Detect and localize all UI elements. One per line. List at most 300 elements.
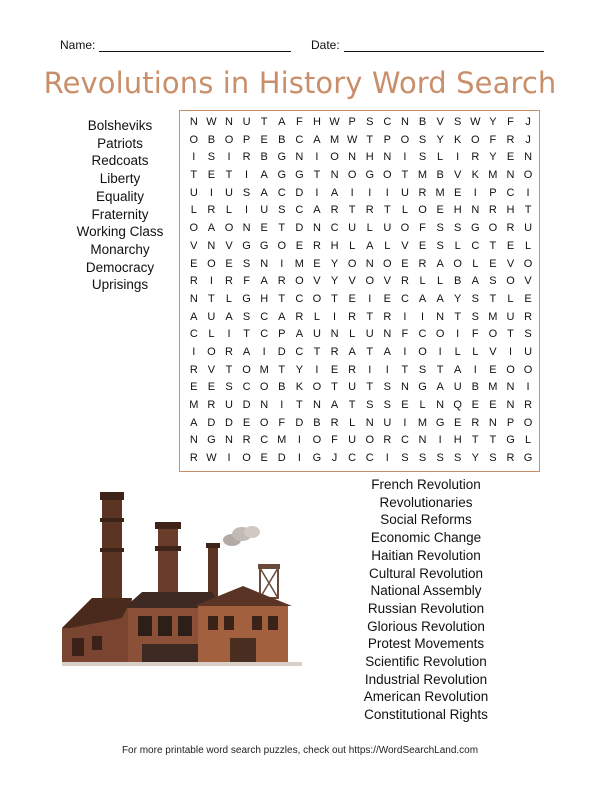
grid-row (185, 132, 539, 150)
grid-cell: T (471, 434, 479, 447)
grid-row (185, 238, 539, 256)
grid-cell: E (401, 399, 409, 411)
grid-cell: O (259, 416, 269, 429)
grid-cell: E (401, 257, 409, 270)
grid-cell: N (383, 328, 392, 341)
grid-cell: O (418, 204, 427, 217)
grid-cell: U (312, 328, 321, 341)
date-field[interactable] (311, 38, 544, 52)
grid-cell: L (525, 434, 532, 447)
grid-cell: R (189, 452, 198, 465)
grid-cell: L (437, 275, 444, 288)
grid-cell: C (260, 328, 269, 341)
grid-row (185, 273, 539, 291)
grid-cell: M (329, 133, 340, 146)
grid-cell: S (418, 363, 427, 376)
grid-cell: L (190, 204, 197, 217)
grid-cell: R (524, 310, 533, 323)
grid-cell: R (225, 275, 233, 288)
word-list-left (67, 117, 173, 294)
grid-cell: T (208, 292, 215, 305)
grid-cell: U (400, 186, 409, 199)
grid-cell: N (260, 399, 269, 411)
grid-cell: O (224, 222, 234, 235)
grid-cell: V (348, 275, 356, 288)
grid-cell: N (260, 257, 269, 270)
grid-cell: N (189, 116, 198, 128)
grid-cell: A (242, 345, 251, 358)
grid-cell: N (418, 434, 427, 447)
grid-cell: K (471, 169, 479, 182)
grid-cell: S (383, 381, 391, 394)
grid-cell: O (365, 434, 375, 447)
grid-rows (180, 111, 539, 468)
grid-cell: R (207, 204, 216, 217)
grid-cell: Y (330, 257, 339, 270)
grid-cell: F (278, 416, 286, 429)
grid-cell: I (368, 292, 372, 305)
grid-cell: S (242, 257, 251, 270)
grid-cell: R (524, 399, 533, 411)
grid-cell: I (245, 204, 249, 217)
grid-cell: E (454, 416, 462, 429)
grid-cell: R (488, 204, 497, 217)
grid-cell: N (436, 310, 445, 323)
grid-cell: E (383, 292, 391, 305)
grid-cell: H (453, 204, 462, 217)
grid-cell: L (313, 310, 321, 323)
grid-cell: T (454, 310, 462, 323)
grid-cell: A (278, 310, 286, 323)
grid-cell: E (260, 452, 268, 465)
grid-cell: G (277, 151, 287, 164)
grid-cell: C (189, 328, 198, 341)
grid-cell: O (435, 328, 445, 341)
grid-cell: O (523, 363, 533, 376)
grid-cell: A (436, 257, 444, 270)
grid-cell: T (489, 239, 497, 252)
grid-cell: D (295, 222, 304, 235)
grid-cell: W (206, 116, 217, 128)
grid-cell: S (436, 239, 444, 252)
grid-cell: R (506, 222, 515, 235)
grid-cell: B (418, 116, 427, 128)
grid-cell: T (489, 292, 497, 305)
grid-row (185, 379, 539, 397)
grid-cell: I (227, 452, 231, 465)
grid-cell: F (295, 116, 303, 128)
grid-cell: G (523, 452, 533, 465)
grid-cell: N (524, 151, 533, 164)
grid-cell: S (225, 381, 233, 394)
grid-cell: B (278, 133, 286, 146)
grid-cell: N (506, 169, 515, 182)
grid-cell: D (207, 416, 216, 429)
grid-cell: U (383, 222, 392, 235)
grid-cell: H (312, 116, 321, 128)
grid-cell: M (488, 169, 498, 182)
grid-cell: V (454, 169, 462, 182)
grid-cell: I (473, 363, 477, 376)
grid-cell: Y (436, 133, 444, 146)
grid-cell: E (190, 257, 198, 270)
grid-cell: U (225, 186, 233, 199)
grid-cell: Y (471, 452, 479, 465)
grid-row (185, 309, 539, 327)
grid-cell: A (366, 239, 374, 252)
grid-cell: I (403, 151, 407, 164)
grid-cell: I (333, 310, 337, 323)
grid-cell: I (227, 151, 231, 164)
grid-cell: N (207, 239, 216, 252)
grid-cell: V (524, 275, 532, 288)
grid-cell: I (526, 381, 530, 394)
grid-cell: L (437, 151, 444, 164)
grid-cell: N (488, 416, 497, 429)
grid-cell: L (419, 399, 426, 411)
grid-cell: N (189, 434, 198, 447)
grid-cell: G (471, 222, 480, 235)
grid-cell: O (488, 222, 498, 235)
date-line[interactable] (344, 39, 544, 52)
grid-cell: E (454, 186, 462, 199)
grid-cell: L (349, 239, 356, 252)
grid-row (185, 220, 539, 238)
page-title: Revolutions in History Word Search (43, 66, 557, 100)
name-line[interactable] (99, 39, 291, 52)
grid-cell: V (436, 116, 444, 128)
grid-cell: C (260, 310, 269, 323)
grid-cell: C (506, 186, 515, 199)
grid-cell: C (418, 328, 427, 341)
grid-cell: Y (489, 151, 497, 164)
grid-cell: R (242, 151, 251, 164)
grid-cell: T (401, 169, 409, 182)
grid-cell: A (190, 310, 198, 323)
grid-cell: S (418, 452, 427, 465)
grid-cell: G (312, 452, 322, 465)
grid-cell: M (435, 186, 445, 199)
grid-cell: S (418, 133, 427, 146)
grid-cell: S (366, 116, 374, 128)
grid-cell: R (348, 363, 357, 376)
grid-cell: T (278, 292, 286, 305)
grid-cell: U (524, 345, 533, 358)
grid-cell: B (436, 169, 444, 182)
grid-cell: C (295, 345, 304, 358)
grid-cell: N (383, 151, 392, 164)
grid-cell: A (436, 292, 444, 305)
grid-cell: O (189, 222, 199, 235)
word-item: Equality (95, 188, 145, 204)
grid-cell: L (366, 222, 373, 235)
grid-cell: O (488, 328, 498, 341)
grid-cell: O (277, 239, 287, 252)
grid-cell: I (192, 345, 196, 358)
grid-cell: B (471, 381, 479, 394)
grid-cell: U (225, 399, 233, 411)
grid-cell: S (454, 222, 462, 235)
grid-cell: S (471, 292, 479, 305)
grid-cell: I (385, 452, 389, 465)
grid-cell: T (225, 169, 233, 182)
grid-cell: V (489, 345, 497, 358)
grid-cell: R (277, 275, 286, 288)
grid-cell: I (297, 434, 301, 447)
word-item: Glorious Revolution (367, 618, 485, 634)
grid-cell: O (523, 169, 533, 182)
word-item: National Assembly (370, 583, 482, 599)
grid-cell: L (384, 239, 391, 252)
grid-cell: G (242, 239, 251, 252)
grid-cell: N (400, 381, 409, 394)
grid-cell: O (523, 416, 533, 429)
grid-cell: J (525, 133, 531, 146)
grid-cell: A (260, 169, 268, 182)
grid-cell: T (507, 328, 514, 341)
grid-cell: V (225, 239, 233, 252)
grid-cell: S (436, 222, 444, 235)
grid-cell: H (330, 239, 339, 252)
name-field[interactable] (60, 38, 291, 52)
grid-cell: V (207, 363, 216, 376)
grid-cell: C (295, 292, 304, 305)
word-item: Social Reforms (380, 512, 472, 528)
grid-cell: N (295, 151, 304, 164)
grid-cell: T (313, 169, 321, 182)
grid-cell: T (436, 363, 444, 376)
grid-cell: L (225, 292, 233, 305)
word-item: Monarchy (90, 241, 150, 257)
grid-cell: T (278, 222, 286, 235)
grid-cell: T (383, 204, 391, 217)
grid-cell: R (295, 310, 304, 323)
grid-cell: I (385, 186, 389, 199)
grid-cell: O (400, 133, 410, 146)
grid-cell: R (383, 310, 392, 323)
grid-cell: C (277, 186, 286, 199)
grid-cell: I (315, 186, 319, 199)
grid-cell: S (242, 186, 251, 199)
grid-cell: D (277, 345, 286, 358)
word-item: French Revolution (371, 477, 481, 492)
grid-cell: O (453, 257, 462, 270)
grid-cell: T (366, 310, 374, 323)
grid-cell: I (280, 399, 284, 411)
grid-cell: D (225, 416, 233, 429)
grid-cell: P (348, 116, 356, 128)
grid-cell: R (471, 416, 480, 429)
grid-cell: I (315, 363, 319, 376)
grid-cell: E (348, 292, 356, 305)
grid-cell: R (330, 345, 339, 358)
grid-cell: U (383, 416, 392, 429)
grid-cell: Q (453, 399, 462, 411)
word-item: Cultural Revolution (368, 565, 484, 581)
letter-grid (179, 110, 540, 472)
grid-cell: T (295, 399, 303, 411)
grid-cell: N (330, 328, 339, 341)
grid-cell: K (454, 133, 462, 146)
grid-cell: V (313, 275, 321, 288)
grid-cell: I (385, 363, 389, 376)
grid-cell: I (438, 434, 442, 447)
grid-row (185, 326, 539, 344)
word-item: Uprisings (91, 277, 149, 293)
grid-cell: D (295, 416, 304, 429)
grid-cell: T (225, 363, 233, 376)
grid-cell: E (313, 257, 321, 270)
word-item: Democracy (85, 259, 155, 275)
grid-cell: A (436, 381, 444, 394)
grid-cell: A (278, 116, 286, 128)
grid-cell: C (471, 239, 480, 252)
grid-cell: E (471, 399, 479, 411)
grid-cell: T (366, 133, 374, 146)
grid-cell: I (262, 345, 266, 358)
grid-row (185, 256, 539, 274)
grid-cell: C (242, 381, 251, 394)
grid-cell: S (242, 310, 251, 323)
grid-cell: H (453, 434, 462, 447)
grid-cell: P (489, 186, 497, 199)
grid-cell: S (366, 399, 374, 411)
grid-cell: J (331, 452, 338, 465)
grid-cell: A (471, 275, 479, 288)
grid-cell: L (525, 239, 532, 252)
grid-cell: D (295, 186, 304, 199)
grid-cell: Y (295, 363, 304, 376)
factory-illustration (62, 488, 302, 668)
grid-cell: R (471, 151, 480, 164)
grid-cell: O (365, 275, 375, 288)
grid-cell: E (489, 363, 497, 376)
grid-cell: I (420, 310, 425, 323)
grid-cell: A (348, 345, 356, 358)
grid-cell: M (277, 434, 287, 447)
grid-cell: W (329, 116, 340, 128)
grid-cell: I (280, 257, 284, 270)
grid-cell: O (242, 452, 251, 465)
grid-cell: O (189, 133, 199, 146)
grid-cell: F (489, 133, 497, 146)
grid-cell: R (383, 434, 392, 447)
grid-cell: H (260, 292, 269, 305)
grid-cell: N (312, 222, 321, 235)
grid-cell: L (454, 239, 461, 252)
grid-cell: B (260, 151, 268, 164)
grid-cell: I (192, 151, 196, 164)
grid-cell: U (242, 116, 251, 128)
grid-cell: B (454, 275, 462, 288)
grid-cell: U (260, 204, 269, 217)
grid-cell: L (349, 416, 356, 429)
grid-cell: G (435, 416, 445, 429)
grid-cell: S (454, 452, 462, 465)
word-list-bottom (340, 476, 512, 724)
grid-cell: A (260, 186, 268, 199)
grid-cell: R (189, 275, 198, 288)
word-item: Industrial Revolution (364, 671, 488, 687)
grid-cell: T (331, 381, 338, 394)
grid-cell: V (190, 239, 198, 252)
grid-cell: G (259, 239, 269, 252)
grid-cell: M (417, 416, 428, 429)
grid-cell: I (526, 186, 530, 199)
grid-cell: O (312, 292, 322, 305)
grid-cell: E (242, 416, 251, 429)
word-item: American Revolution (363, 689, 489, 705)
grid-cell: T (366, 381, 374, 394)
grid-row (185, 167, 539, 185)
grid-cell: V (506, 257, 515, 270)
grid-cell: S (207, 151, 216, 164)
word-item: Haitian Revolution (371, 547, 481, 563)
grid-cell: T (348, 399, 356, 411)
grid-cell: N (436, 399, 445, 411)
grid-cell: N (365, 416, 374, 429)
grid-row (185, 397, 539, 415)
grid-cell: A (330, 186, 339, 199)
grid-cell: P (278, 328, 286, 341)
grid-cell: C (330, 222, 339, 235)
grid-cell: O (312, 381, 322, 394)
grid-cell: C (260, 434, 269, 447)
grid-cell: Y (330, 275, 339, 288)
grid-cell: R (506, 133, 515, 146)
word-item: Constitutional Rights (364, 707, 488, 723)
grid-cell: E (330, 363, 339, 376)
grid-cell: O (259, 381, 269, 394)
grid-cell: L (208, 328, 215, 341)
grid-cell: A (383, 345, 391, 358)
grid-cell: S (524, 328, 532, 341)
grid-cell: C (400, 292, 409, 305)
grid-cell: A (313, 204, 321, 217)
grid-cell: I (403, 416, 407, 429)
grid-cell: N (189, 292, 198, 305)
grid-cell: S (489, 452, 497, 465)
grid-cell: O (506, 275, 515, 288)
grid-cell: Y (454, 292, 462, 305)
grid-cell: I (508, 345, 513, 358)
grid-cell: I (473, 186, 477, 199)
word-item: Working Class (76, 224, 164, 240)
grid-cell: E (489, 257, 497, 270)
footer-text: For more printable word search puzzles, check out https://WordSearchLand.com (121, 745, 479, 756)
grid-cell: T (313, 345, 321, 358)
grid-cell: I (297, 452, 301, 465)
grid-cell: R (330, 204, 339, 217)
grid-cell: G (242, 292, 251, 305)
grid-cell: R (242, 434, 251, 447)
grid-cell: A (190, 416, 198, 429)
grid-cell: R (418, 186, 427, 199)
grid-row (185, 432, 539, 450)
grid-cell: P (383, 133, 391, 146)
grid-cell: M (488, 310, 498, 323)
grid-cell: T (524, 204, 532, 217)
grid-cell: C (295, 133, 304, 146)
grid-cell: O (506, 363, 515, 376)
grid-cell: S (454, 116, 462, 128)
grid-cell: S (489, 275, 497, 288)
grid-cell: R (506, 452, 515, 465)
grid-cell: O (207, 257, 216, 270)
grid-cell: A (313, 133, 321, 146)
grid-cell: T (348, 204, 356, 217)
grid-row (185, 344, 539, 362)
